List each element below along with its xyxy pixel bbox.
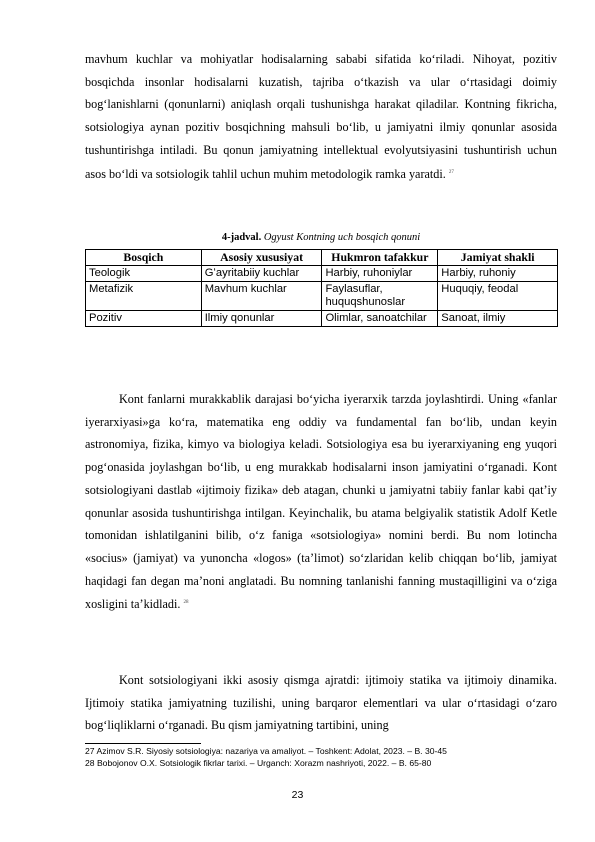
paragraph-statics — [85, 669, 557, 737]
table-header-cell: Bosqich — [86, 250, 202, 266]
table-row — [86, 311, 558, 327]
table-row — [86, 282, 558, 311]
paragraph-text: Kont fanlarni murakkablik darajasi boʻyicha iyerarxik tarzda joylashtirdi. Uning «fanlar iyerarxiyasi»ga koʻra, matematika eng oddiy va fundamental fan boʻlib, undan keyin astronomiya, fizika, kimyo va biologiya keladi. Sotsiologiya esa bu iyerarxiyaning eng yuqori pogʻonasida joylashgan boʻlib, u eng murakkab hodisalarni inson jamiyatini oʻrganadi. Kont sotsiologiyani dastlab «ijtimoiy fizika» deb atagan, chunki u jamiyatni tabiiy fanlar kabi qatʼiy qonunlar asosida tushuntirishga intilgan. Keyinchalik, bu atama belgiyalik statistik Adolf Ketle tomonidan ishlatilganini bilib, oʻz faniga «sotsiologiya» nomini berdi. Bu nom lotincha «socius» (jamiyat) va yunoncha «logos» (taʼlimot) soʻzlaridan kelib chiqqan boʻlib, jamiyat haqidagi fan degan maʼnoni anglatadi. Bu nomning tanlanishi fanning mustaqilligini va oʻziga xosligini taʼkidladi. — [85, 392, 557, 612]
stages-table — [85, 249, 558, 327]
table-cell: Ilmiy qonunlar — [201, 311, 322, 327]
footnote-27: 27 Azimov S.R. Siyosiy sotsiologiya: nazariya va amaliyot. – Toshkent: Adolat, 2023. – B. 30-45 — [85, 746, 447, 756]
footnote-ref: 27 — [448, 169, 454, 175]
table-cell: Harbiy, ruhoniy — [438, 266, 558, 282]
table-cell: Gʻayritabiiy kuchlar — [201, 266, 322, 282]
table-cell: Olimlar, sanoatchilar — [322, 311, 438, 327]
table-header-cell: Asosiy xususiyat — [201, 250, 322, 266]
table-caption-label: 4-jadval. — [221, 232, 262, 243]
table-caption-title: Ogyust Kontning uch bosqich qonuni — [263, 232, 421, 243]
table-cell: Pozitiv — [86, 311, 202, 327]
table-cell: Harbiy, ruhoniylar — [322, 266, 438, 282]
table-caption — [85, 232, 557, 243]
footnote-28: 28 Bobojonov O.X. Sotsiologik fikrlar tarixi. – Urganch: Xorazm nashriyoti, 2022. – B. 65-80 — [85, 758, 432, 768]
footnote-divider — [85, 743, 201, 744]
table-cell: Huquqiy, feodal — [438, 282, 558, 311]
table-cell: Teologik — [86, 266, 202, 282]
table-cell: Metafizik — [86, 282, 202, 311]
table-header-cell: Hukmron tafakkur — [322, 250, 438, 266]
paragraph-text: mavhum kuchlar va mohiyatlar hodisalarning sababi sifatida koʻriladi. Nihoyat, pozitiv bosqichda insonlar hodisalarni kuzatish, tajriba oʻtkazish va ular oʻrtasidagi doimiy bogʻlanishlarni (qonunlarni) aniqlash orqali tushunishga harakat qiladilar. Kontning fikricha, sotsiologiya aynan pozitiv bosqichning mahsuli boʻlib, u jamiyatni ilmiy qonunlar asosida tushuntirishga intiladi. Bu qonun jamiyatning intellektual evolyutsiyasini tushuntirish uchun asos boʻldi va sotsiologik tahlil uchun muhim metodologik ramka yaratdi. — [85, 52, 557, 181]
footnote-ref: 28 — [183, 600, 189, 606]
paragraph-text: Kont sotsiologiyani ikki asosiy qismga ajratdi: ijtimoiy statika va ijtimoiy dinamika. Ijtimoiy statika jamiyatning tuzilishi, uning barqaror elementlari va ular oʻrtasidagi oʻzaro bogʻliqliklarni oʻrganadi. Bu qism jamiyatning tartibini, uning — [85, 673, 557, 733]
table-header-row — [86, 250, 558, 266]
table-cell: Sanoat, ilmiy — [438, 311, 558, 327]
page-number: 23 — [291, 789, 304, 801]
table-cell: Faylasuflar, huquqshunoslar — [322, 282, 438, 311]
table-cell: Mavhum kuchlar — [201, 282, 322, 311]
table-row — [86, 266, 558, 282]
paragraph-hierarchy — [85, 388, 557, 616]
table-header-cell: Jamiyat shakli — [438, 250, 558, 266]
paragraph-intro — [85, 48, 557, 185]
